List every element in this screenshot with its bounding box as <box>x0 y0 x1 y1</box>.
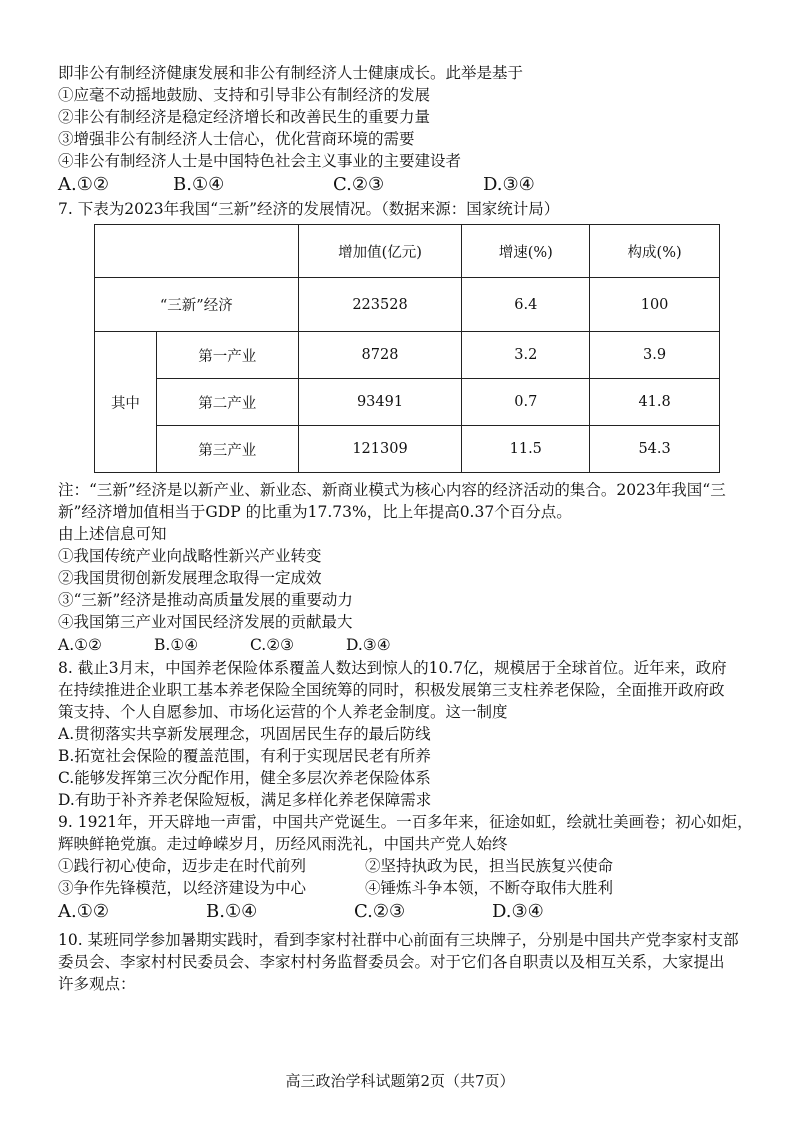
q7-lead: 由上述信息可知 <box>58 525 167 543</box>
q7-option-a: A.①② <box>58 636 102 654</box>
q9-option-c: C.②③ <box>354 901 406 922</box>
table-header-cell: 构成(%) <box>590 225 720 278</box>
q7-option-d: D.③④ <box>346 636 391 654</box>
q7-item-1: ①我国传统产业向战略性新兴产业转变 <box>58 547 322 565</box>
q10-stem-line-3: 许多观点： <box>58 975 136 993</box>
q9-item-4: ④锤炼斗争本领，不断夺取伟大胜利 <box>365 879 614 897</box>
q7-option-b: B.①④ <box>154 636 199 654</box>
q9-option-a: A.①② <box>58 901 109 922</box>
q9-item-2: ②坚持执政为民，担当民族复兴使命 <box>365 857 614 875</box>
q8-stem-line-2: 在持续推进企业职工基本养老保险全国统筹的同时，积极发展第三支柱养老保险，全面推开政府政 <box>58 681 725 699</box>
table-cell: 3.9 <box>590 332 720 379</box>
q9-stem-line-1: 9. 1921年，开天辟地一声雷，中国共产党诞生。一百多年来，征途如虹，绘就壮美画卷；初心如炬， <box>58 813 753 831</box>
table-cell: 6.4 <box>462 278 590 332</box>
table-row-total <box>95 278 720 332</box>
q9-options <box>58 899 770 925</box>
table-row-label: 第三产业 <box>156 426 298 473</box>
q7-item-4: ④我国第三产业对国民经济发展的贡献最大 <box>58 613 353 631</box>
q9-option-d: D.③④ <box>492 901 544 922</box>
table-cell: 8728 <box>298 332 462 379</box>
q7-data-table <box>94 224 720 473</box>
q6-option-b: B.①④ <box>173 174 225 195</box>
table-cell: 41.8 <box>590 379 720 426</box>
table-cell: 11.5 <box>462 426 590 473</box>
q6-option-d: D.③④ <box>483 174 535 195</box>
table-row <box>95 379 720 426</box>
q9-stem-line-2: 辉映鲜艳党旗。走过峥嵘岁月，历经风雨洗礼，中国共产党人始终 <box>58 835 508 853</box>
table-header-cell: 增速(%) <box>462 225 590 278</box>
q7-note-line-1: 注：“三新”经济是以新产业、新业态、新商业模式为核心内容的经济活动的集合。2023年我国“三 <box>58 481 726 499</box>
q9-item-1: ①践行初心使命，迈步走在时代前列 <box>58 857 307 875</box>
q6-item-1: ①应毫不动摇地鼓励、支持和引导非公有制经济的发展 <box>58 86 431 104</box>
q8-option-c: C.能够发挥第三次分配作用，健全多层次养老保险体系 <box>58 769 431 787</box>
q6-option-a: A.①② <box>58 174 109 195</box>
table-cell: 0.7 <box>462 379 590 426</box>
table-cell: 100 <box>590 278 720 332</box>
table-cell: 54.3 <box>590 426 720 473</box>
table-cell: 3.2 <box>462 332 590 379</box>
table-row-label: 第二产业 <box>156 379 298 426</box>
q7-options <box>58 633 770 657</box>
q7-item-2: ②我国贯彻创新发展理念取得一定成效 <box>58 569 322 587</box>
q10-stem-line-2: 委员会、李家村村民委员会、李家村村务监督委员会。对于它们各自职责以及相互关系，大家提出 <box>58 953 725 971</box>
q7-item-3: ③“三新”经济是推动高质量发展的重要动力 <box>58 591 353 609</box>
table-corner-cell <box>95 225 299 278</box>
q8-option-a: A.贯彻落实共享新发展理念，巩固居民生存的最后防线 <box>58 725 431 743</box>
q9-items-row-2 <box>58 877 770 899</box>
q7-note-line-2: 新”经济增加值相当于GDP 的比重为17.73%，比上年提高0.37个百分点。 <box>58 503 572 521</box>
q6-option-c: C.②③ <box>333 174 385 195</box>
table-row <box>95 332 720 379</box>
table-group-label: 其中 <box>95 332 157 473</box>
table-header-row <box>95 225 720 278</box>
q7-option-c: C.②③ <box>250 636 295 654</box>
page-footer: 高三政治学科试题第2页（共7页） <box>285 1072 515 1090</box>
exam-page <box>58 62 770 995</box>
table-header-cell: 增加值(亿元) <box>298 225 462 278</box>
table-row <box>95 426 720 473</box>
q6-item-3: ③增强非公有制经济人士信心，优化营商环境的需要 <box>58 130 415 148</box>
q7-stem: 7. 下表为2023年我国“三新”经济的发展情况。（数据来源：国家统计局） <box>58 200 560 218</box>
q8-option-d: D.有助于补齐养老保险短板，满足多样化养老保障需求 <box>58 791 432 809</box>
q9-option-b: B.①④ <box>206 901 258 922</box>
table-cell: 223528 <box>298 278 462 332</box>
q8-stem-line-3: 策支持、个人自愿参加、市场化运营的个人养老金制度。这一制度 <box>58 703 508 721</box>
table-row-label: “三新”经济 <box>95 278 299 332</box>
q6-item-2: ②非公有制经济是稳定经济增长和改善民生的重要力量 <box>58 108 431 126</box>
q6-item-4: ④非公有制经济人士是中国特色社会主义事业的主要建设者 <box>58 152 462 170</box>
q10-stem-line-1: 10. 某班同学参加暑期实践时，看到李家村社群中心前面有三块牌子，分别是中国共产党李家村支部 <box>58 931 739 949</box>
q9-item-3: ③争作先锋模范，以经济建设为中心 <box>58 879 307 897</box>
q9-items-row-1 <box>58 855 770 877</box>
q8-stem-line-1: 8. 截止3月末，中国养老保险体系覆盖人数达到惊人的10.7亿，规模居于全球首位。近年来，政府 <box>58 659 727 677</box>
q6-intro: 即非公有制经济健康发展和非公有制经济人士健康成长。此举是基于 <box>58 64 524 82</box>
q8-option-b: B.拓宽社会保险的覆盖范围，有利于实现居民老有所养 <box>58 747 431 765</box>
table-cell: 121309 <box>298 426 462 473</box>
q6-options <box>58 172 770 198</box>
table-row-label: 第一产业 <box>156 332 298 379</box>
table-cell: 93491 <box>298 379 462 426</box>
